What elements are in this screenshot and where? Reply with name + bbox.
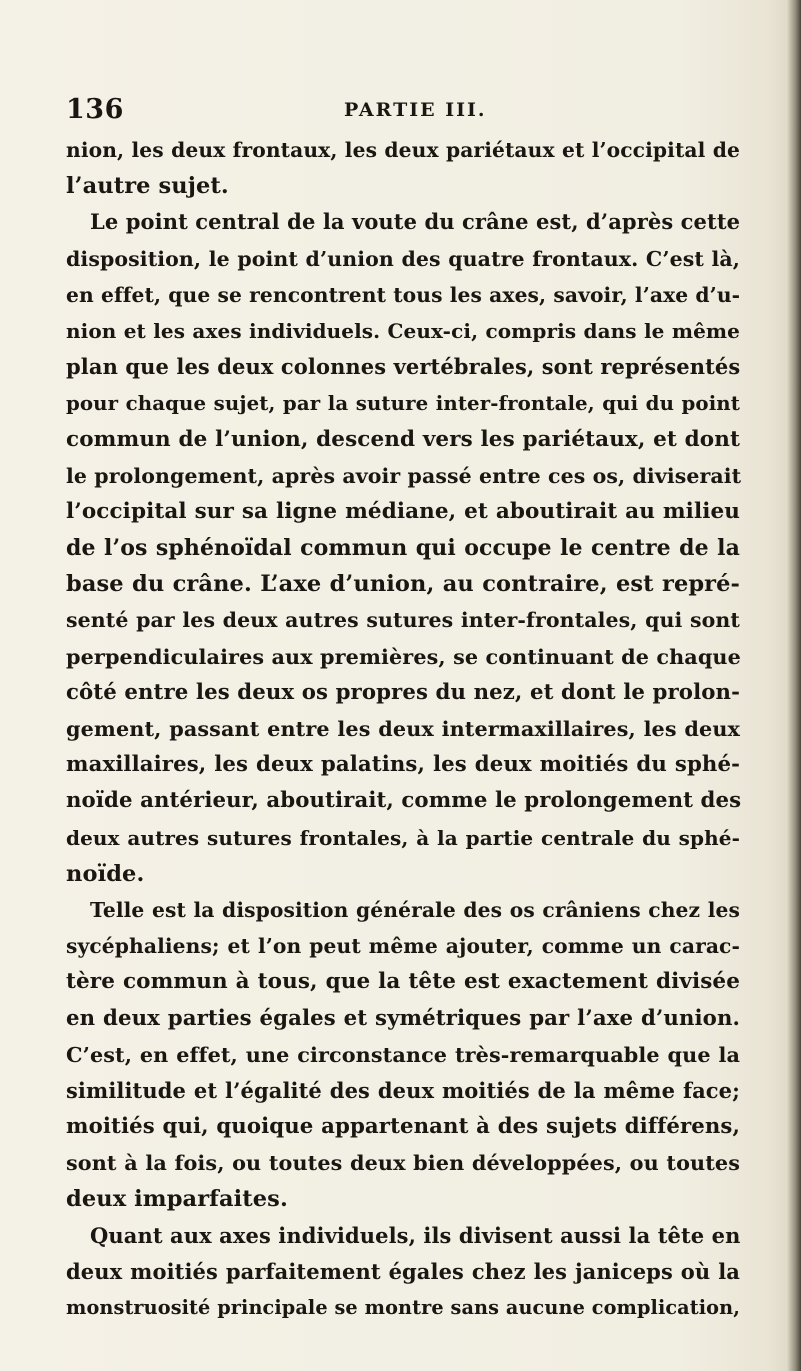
text-line: Le point central de la voute du crâne est, d’après cette [90, 209, 741, 235]
text-line: l’occipital sur sa ligne médiane, et aboutirait au milieu [66, 498, 740, 524]
text-line: l’autre sujet. [66, 173, 229, 200]
body-text [66, 132, 740, 1326]
text-line: moitiés qui, quoique appartenant à des sujets différens, [66, 1114, 740, 1140]
text-line: maxillaires, les deux palatins, les deux moitiés du sphé- [66, 752, 740, 778]
text-line: côté entre les deux os propres du nez, et dont le prolon- [66, 679, 740, 705]
text-line: nion, les deux frontaux, les deux pariétaux et l’occipital de [66, 138, 740, 162]
text-line: C’est, en effet, une circonstance très-remarquable que la [66, 1042, 740, 1067]
text-line: deux imparfaites. [66, 1186, 288, 1213]
text-line: sont à la fois, ou toutes deux bien développées, ou toutes [66, 1151, 740, 1176]
text-line: noïde. [66, 860, 145, 887]
text-line: en deux parties égales et symétriques par l’axe d’union. [66, 1005, 740, 1031]
text-line: senté par les deux autres sutures inter-frontales, qui sont [66, 608, 740, 633]
text-line: gement, passant entre les deux intermaxillaires, les deux [66, 717, 740, 741]
text-line: pour chaque sujet, par la suture inter-frontale, qui du point [66, 391, 740, 416]
text-line: deux moitiés parfaitement égales chez les janiceps où la [66, 1258, 740, 1284]
text-line: monstruosité principale se montre sans aucune complication, [66, 1296, 740, 1319]
text-line: tère commun à tous, que la tête est exactement divisée [66, 969, 740, 995]
text-line: noïde antérieur, aboutirait, comme le prolongement des [66, 788, 742, 814]
text-line: base du crâne. L’axe d’union, au contraire, est repré- [66, 571, 740, 598]
text-line: Telle est la disposition générale des os crâniens chez les [90, 897, 740, 922]
text-line: le prolongement, après avoir passé entre ces os, diviserait [66, 463, 742, 488]
text-line: sycéphaliens; et l’on peut même ajouter, comme un carac- [66, 934, 740, 959]
text-line: plan que les deux colonnes vertébrales, sont représentés [66, 354, 741, 380]
page-number: 136 [66, 94, 124, 125]
text-line: deux autres sutures frontales, à la partie centrale du sphé- [66, 825, 740, 850]
text-line: nion et les axes individuels. Ceux-ci, compris dans le même [66, 318, 740, 343]
text-line: de l’os sphénoïdal commun qui occupe le centre de la [66, 535, 740, 562]
text-line: commun de l’union, descend vers les pariétaux, et dont [66, 426, 740, 452]
text-line: perpendiculaires aux premières, se continuant de chaque [66, 644, 741, 669]
running-head: PARTIE III. [344, 99, 487, 121]
text-line: similitude et l’égalité des deux moitiés de la même face; [66, 1077, 740, 1103]
text-line: disposition, le point d’union des quatre frontaux. C’est là, [66, 246, 740, 271]
text-line: Quant aux axes individuels, ils divisent aussi la tête en [90, 1222, 741, 1248]
text-line: en effet, que se rencontrent tous les axes, savoir, l’axe d’u- [66, 282, 741, 307]
page-header [66, 94, 746, 128]
page-edge-shadow [787, 0, 801, 1371]
